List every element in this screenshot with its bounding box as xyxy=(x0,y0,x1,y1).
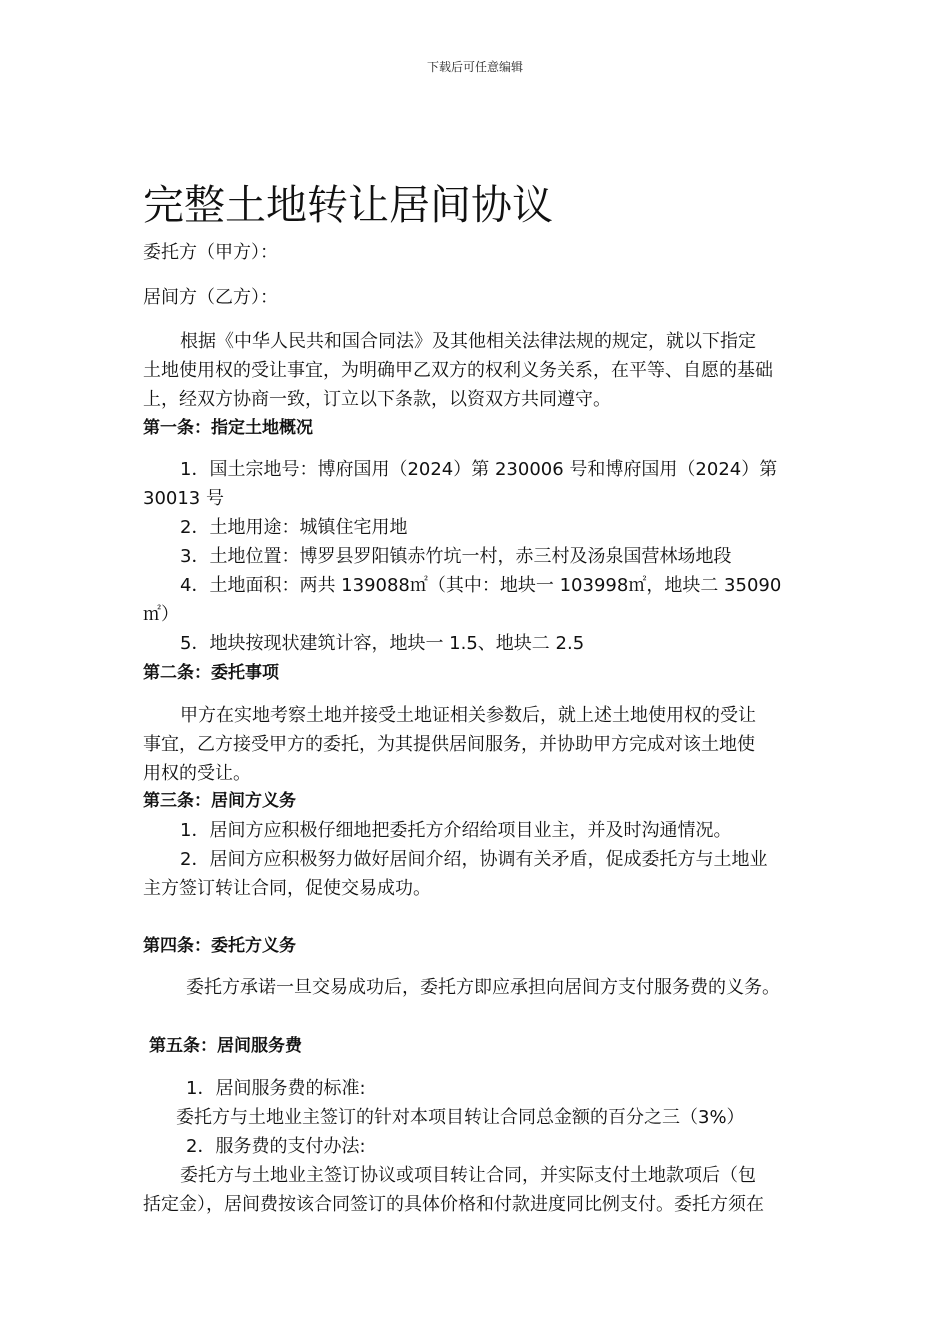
article-heading: 第一条：指定土地概况 xyxy=(143,418,313,438)
article-heading: 第二条：委托事项 xyxy=(143,663,279,683)
article-line: 甲方在实地考察土地并接受土地证相关参数后，就上述土地使用权的受让 xyxy=(180,705,756,726)
article-line: ㎡） xyxy=(143,604,179,625)
article-line: 委托方与土地业主签订协议或项目转让合同，并实际支付土地款项后（包 xyxy=(180,1165,756,1186)
preamble-line: 根据《中华人民共和国合同法》及其他相关法律法规的规定，就以下指定 xyxy=(180,331,756,352)
article-line: 3．土地位置：博罗县罗阳镇赤竹坑一村，赤三村及汤泉国营林场地段 xyxy=(180,546,732,567)
article-line: 1．居间方应积极仔细地把委托方介绍给项目业主，并及时沟通情况。 xyxy=(180,820,732,841)
article-line: 1．居间服务费的标准: xyxy=(186,1078,366,1099)
article-line: 30013 号 xyxy=(143,488,224,509)
article-line: 事宜，乙方接受甲方的委托，为其提供居间服务，并协助甲方完成对该土地使 xyxy=(143,734,755,755)
article-heading: 第三条：居间方义务 xyxy=(143,791,296,811)
document-title: 完整土地转让居间协议 xyxy=(143,181,553,229)
article-line: 5．地块按现状建筑计容，地块一 1.5、地块二 2.5 xyxy=(180,633,585,654)
preamble-line: 土地使用权的受让事宜，为明确甲乙双方的权利义务关系，在平等、自愿的基础 xyxy=(143,360,773,381)
article-line: 4．土地面积：两共 139088㎡（其中：地块一 103998㎡，地块二 35090 xyxy=(180,575,782,596)
article-line: 用权的受让。 xyxy=(143,763,251,784)
article-line: 1．国土宗地号：博府国用（2024）第 230006 号和博府国用（2024）第 xyxy=(180,459,778,480)
party-b-label: 居间方（乙方）： xyxy=(143,287,278,308)
article-line: 委托方与土地业主签订的针对本项目转让合同总金额的百分之三（3%） xyxy=(176,1107,745,1128)
party-a-label: 委托方（甲方）： xyxy=(143,242,278,263)
article-line: 委托方承诺一旦交易成功后，委托方即应承担向居间方支付服务费的义务。 xyxy=(186,977,780,998)
article-line: 2．服务费的支付办法: xyxy=(186,1136,366,1157)
article-line: 主方签订转让合同，促使交易成功。 xyxy=(143,878,431,899)
article-line: 括定金），居间费按该合同签订的具体价格和付款进度同比例支付。委托方须在 xyxy=(143,1194,764,1215)
preamble-line: 上，经双方协商一致，订立以下条款，以资双方共同遵守。 xyxy=(143,389,611,410)
article-line: 2．居间方应积极努力做好居间介绍，协调有关矛盾，促成委托方与土地业 xyxy=(180,849,768,870)
page-header: 下载后可任意编辑 xyxy=(426,60,523,74)
article-heading: 第四条：委托方义务 xyxy=(143,936,296,956)
article-line: 2．土地用途：城镇住宅用地 xyxy=(180,517,408,538)
article-heading: 第五条：居间服务费 xyxy=(149,1036,302,1056)
